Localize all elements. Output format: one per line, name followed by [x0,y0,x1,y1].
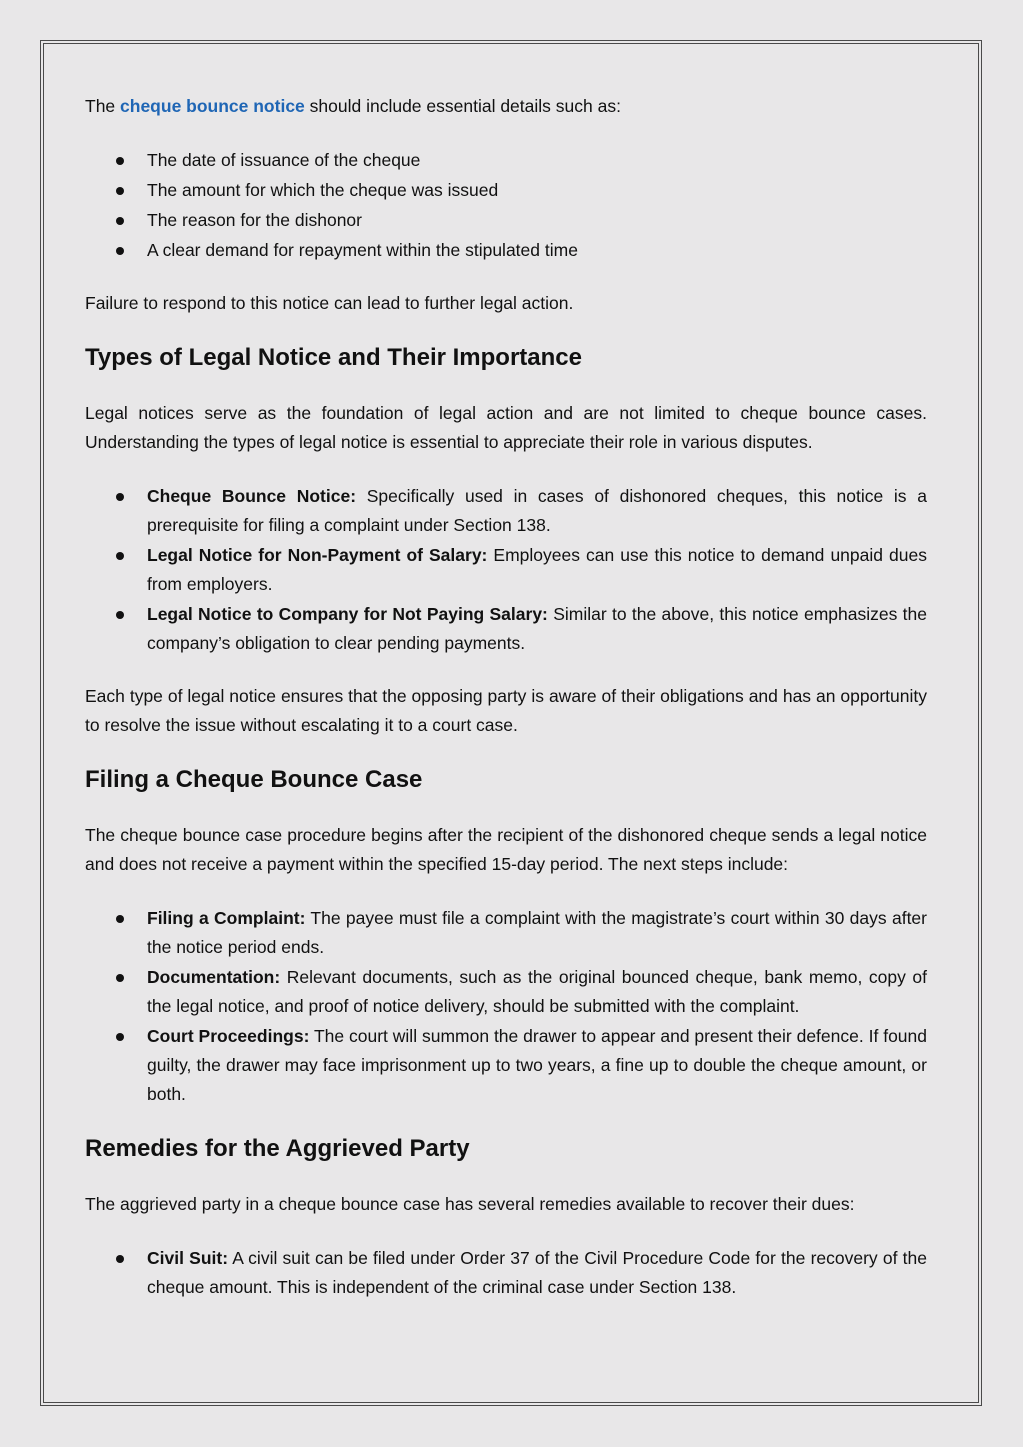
list-item: The date of issuance of the cheque [85,146,927,175]
list-item: A clear demand for repayment within the stipulated time [85,236,927,265]
bullet-icon [116,611,124,619]
list-item: Filing a Complaint: The payee must file a complaint with the magistrate’s court within 30 days after the notice period ends. [85,904,927,962]
list-item: Documentation: Relevant documents, such as the original bounced cheque, bank memo, copy of the legal notice, and proof of notice delivery, should be submitted with the complaint. [85,963,927,1021]
heading-remedies: Remedies for the Aggrieved Party [85,1135,470,1162]
bullet-icon [116,247,124,255]
list-item: Cheque Bounce Notice: Specifically used in cases of dishonored cheques, this notice is a prerequisite for filing a complaint under Section 138. [85,482,927,540]
heading-filing: Filing a Cheque Bounce Case [85,766,423,793]
list-item: The amount for which the cheque was issued [85,176,927,205]
filing-list [85,904,927,1109]
list-item: Legal Notice for Non-Payment of Salary: Employees can use this notice to demand unpaid dues from employers. [85,541,927,599]
bullet-icon [116,1033,124,1041]
heading-types: Types of Legal Notice and Their Importance [85,344,582,371]
types-paragraph: Legal notices serve as the foundation of legal action and are not limited to cheque bounce cases. Understanding the types of legal notice is essential to appreciate their role in various disputes. [85,403,927,452]
remedies-list [85,1244,927,1302]
bullet-icon [116,974,124,982]
types-list [85,482,927,658]
cheque-bounce-notice-link[interactable]: cheque bounce notice [120,96,305,116]
bullet-icon [116,187,124,195]
list-item: Civil Suit: A civil suit can be filed under Order 37 of the Civil Procedure Code for the recovery of the cheque amount. This is independent of the criminal case under Section 138. [85,1244,927,1302]
details-list [85,146,927,265]
bullet-icon [116,1255,124,1263]
bullet-icon [116,217,124,225]
list-item: Court Proceedings: The court will summon the drawer to appear and present their defence. If found guilty, the drawer may face imprisonment up to two years, a fine up to double the cheque amount, or both. [85,1022,927,1109]
bullet-icon [116,915,124,923]
document-content [85,92,927,1302]
bullet-icon [116,552,124,560]
list-item: The reason for the dishonor [85,206,927,235]
list-item: Legal Notice to Company for Not Paying Salary: Similar to the above, this notice emphasizes the company’s obligation to clear pending payments. [85,600,927,658]
bullet-icon [116,493,124,501]
failure-paragraph: Failure to respond to this notice can lead to further legal action. [85,293,574,313]
types-closing-paragraph: Each type of legal notice ensures that the opposing party is aware of their obligations and has an opportunity to resolve the issue without escalating it to a court case. [85,686,927,735]
intro-paragraph: The cheque bounce notice should include essential details such as: [85,96,621,116]
filing-paragraph: The cheque bounce case procedure begins after the recipient of the dishonored cheque sends a legal notice and does not receive a payment within the specified 15-day period. The next steps include: [85,825,927,874]
bullet-icon [116,157,124,165]
remedies-paragraph: The aggrieved party in a cheque bounce case has several remedies available to recover their dues: [85,1194,855,1214]
